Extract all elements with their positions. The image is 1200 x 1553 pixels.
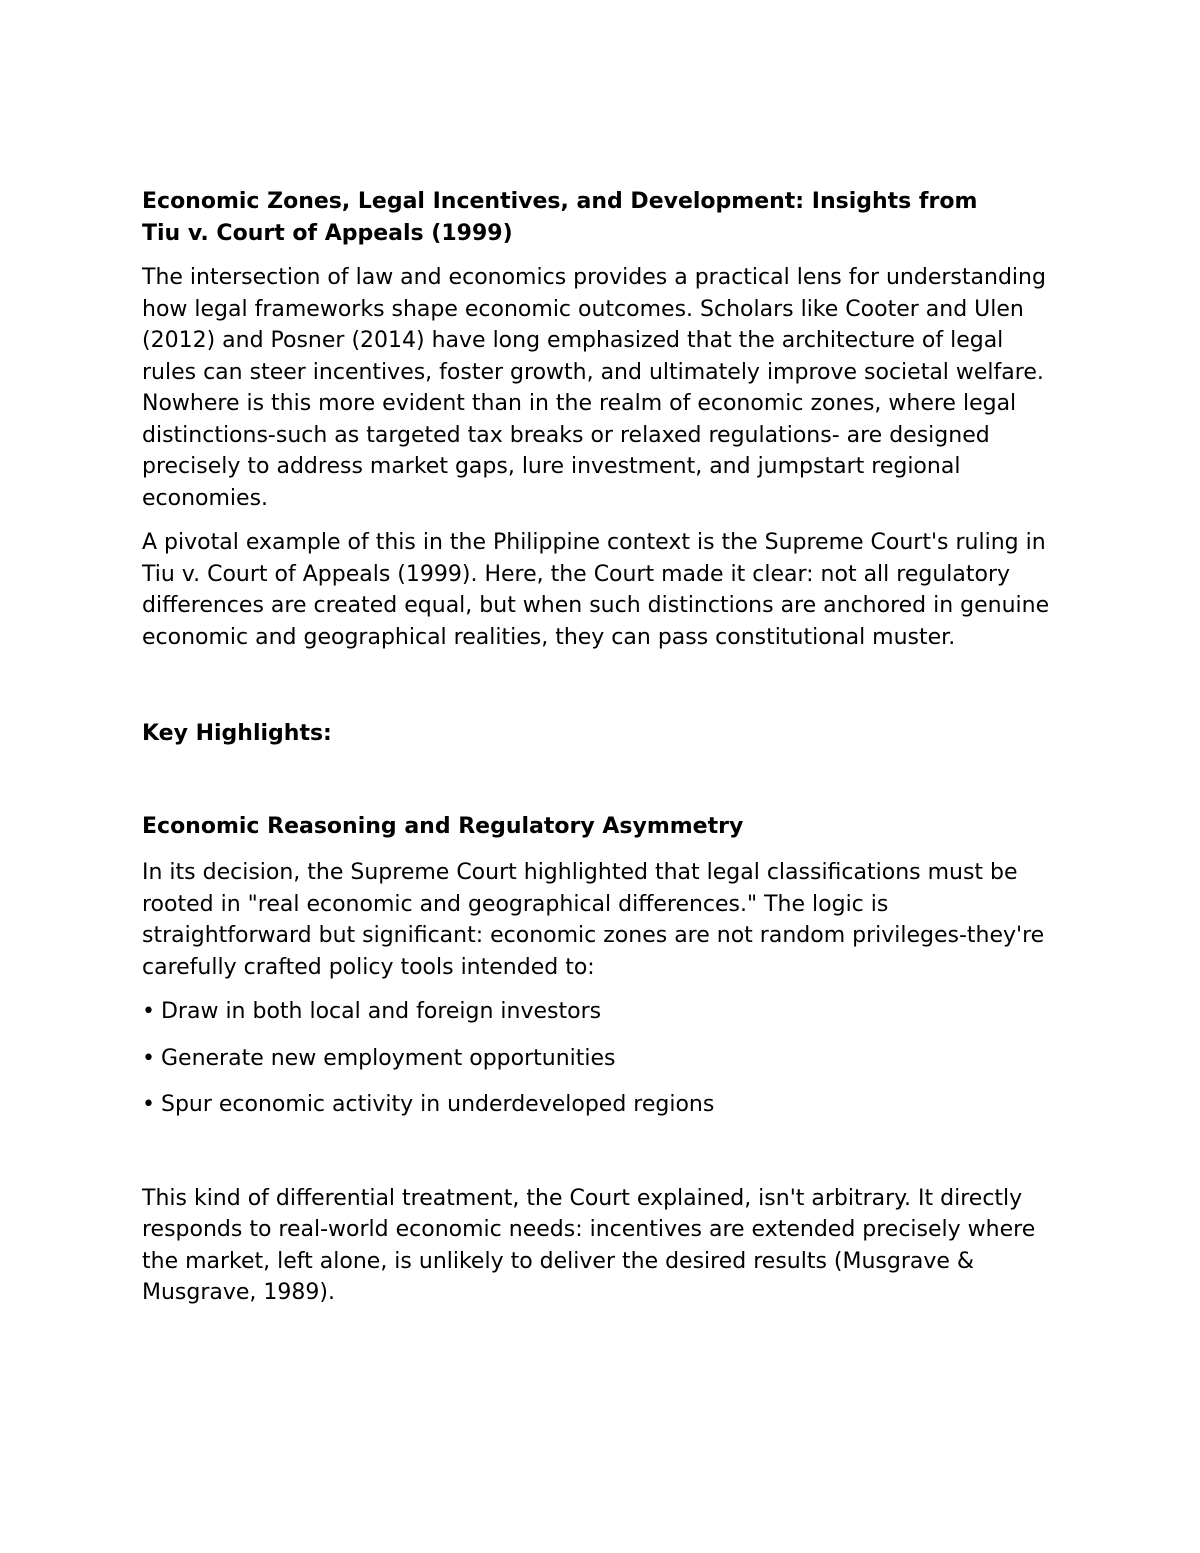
list-item: [142, 996, 1062, 1028]
intro-paragraph-2: A pivotal example of this in the Philippine context is the Supreme Court's ruling in Tiu v. Court of Appeals (1999). Here, the Court made it clear: not all regulatory differences are created equal, but when such distinctions are anchored in genuine economic and geographical realities, they can pass constitutional muster.: [142, 530, 1050, 650]
list-item-text: Spur economic activity in underdeveloped regions: [160, 1092, 715, 1117]
key-highlights-heading: Key Highlights:: [142, 721, 332, 746]
document-page: [142, 186, 1062, 1322]
blank-line: [142, 764, 1062, 811]
blank-line: [142, 1136, 1062, 1183]
bullet-icon: •: [142, 1045, 155, 1071]
list-item-text: Draw in both local and foreign investors: [160, 999, 602, 1024]
intro-paragraph-1: The intersection of law and economics provides a practical lens for understanding how legal frameworks shape economic outcomes. Scholars like Cooter and Ulen (2012) and Posner (2014) have long emphasized that the architecture of legal rules can steer incentives, foster growth, and ultimately improve societal welfare. Nowhere is this more evident than in the realm of economic zones, where legal distinctions-such as targeted tax breaks or relaxed regulations- are designed precisely to address market gaps, lure investment, and jumpstart regional economies.: [142, 265, 1046, 511]
bullet-icon: •: [142, 1092, 155, 1117]
list-item: [142, 1089, 1062, 1121]
blank-line: [142, 666, 1062, 718]
bullet-list: [142, 996, 1062, 1121]
section-heading: Economic Reasoning and Regulatory Asymmetry: [142, 814, 744, 839]
section-paragraph-1: In its decision, the Supreme Court highlighted that legal classifications must be rooted in "real economic and geographical differences." The logic is straightforward but significant: economic zones are not random privileges-they're carefully crafted policy tools intended to:: [142, 860, 1045, 980]
section-paragraph-2: This kind of differential treatment, the Court explained, isn't arbitrary. It directly responds to real-world economic needs: incentives are extended precisely where the market, left alone, is unlikely to deliver the desired results (Musgrave & Musgrave, 1989).: [142, 1185, 1036, 1305]
document-title-line-1: Economic Zones, Legal Incentives, and Development: Insights from: [142, 189, 978, 214]
bullet-icon: •: [142, 999, 155, 1024]
list-item: [142, 1043, 1062, 1075]
list-item-text: Generate new employment opportunities: [160, 1045, 616, 1071]
document-title: [142, 186, 1062, 250]
document-title-line-2: Tiu v. Court of Appeals (1999): [142, 221, 513, 246]
